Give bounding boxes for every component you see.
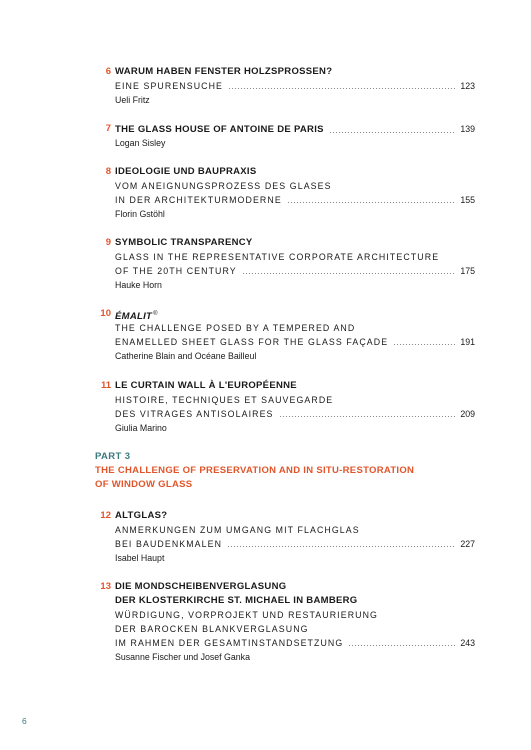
- entry-subtitle: GLASS IN THE REPRESENTATIVE CORPORATE ARCHITECTURE: [115, 252, 440, 262]
- page-number: 243: [460, 638, 475, 648]
- dot-leader: [287, 202, 456, 203]
- toc-entry-13[interactable]: [95, 580, 475, 664]
- entry-number: 13: [100, 581, 111, 592]
- entry-title: WARUM HABEN FENSTER HOLZSPROSSEN?: [115, 66, 333, 77]
- entry-number: 9: [105, 237, 111, 248]
- entry-number: 7: [105, 123, 111, 134]
- dot-leader: [227, 546, 455, 547]
- page-number: 175: [460, 266, 475, 276]
- toc-entry-7[interactable]: [95, 122, 475, 150]
- page-number: 227: [460, 539, 475, 549]
- entry-subtitle: OF THE 20TH CENTURY: [115, 266, 237, 276]
- part-title: OF WINDOW GLASS: [95, 479, 193, 490]
- entry-number: 6: [105, 66, 111, 77]
- entry-subtitle: IN DER ARCHITEKTURMODERNE: [115, 195, 282, 205]
- toc-entry-6[interactable]: [95, 65, 475, 107]
- toc-entry-8[interactable]: [95, 165, 475, 221]
- entry-number: 11: [100, 380, 111, 391]
- entry-author: Hauke Horn: [115, 280, 162, 290]
- entry-title: DIE MONDSCHEIBENVERGLASUNG: [115, 581, 287, 592]
- entry-subtitle: IM RAHMEN DER GESAMTINSTANDSETZUNG: [115, 638, 344, 648]
- dot-leader: [279, 416, 456, 417]
- entry-subtitle: THE CHALLENGE POSED BY A TEMPERED AND: [115, 323, 356, 333]
- page-number: 123: [460, 81, 475, 91]
- entry-title: SYMBOLIC TRANSPARENCY: [115, 237, 253, 248]
- page-number: 155: [460, 195, 475, 205]
- entry-subtitle: WÜRDIGUNG, VORPROJEKT UND RESTAURIERUNG: [115, 610, 378, 620]
- part-heading: [95, 450, 475, 492]
- page-number: 191: [460, 337, 475, 347]
- part-label: PART 3: [95, 451, 131, 462]
- entry-subtitle: VOM ANEIGNUNGSPROZESS DES GLASES: [115, 181, 332, 191]
- toc-entry-11[interactable]: [95, 379, 475, 435]
- entry-number: 10: [100, 308, 111, 319]
- folio-page-number: 6: [22, 716, 27, 726]
- entry-author: Isabel Haupt: [115, 553, 165, 563]
- entry-author: Ueli Fritz: [115, 95, 150, 105]
- entry-subtitle: ENAMELLED SHEET GLASS FOR THE GLASS FAÇADE: [115, 337, 389, 347]
- entry-subtitle: DES VITRAGES ANTISOLAIRES: [115, 409, 274, 419]
- part-title: THE CHALLENGE OF PRESERVATION AND IN SITU-RESTORATION: [95, 465, 415, 476]
- registered-mark: ®: [153, 311, 158, 317]
- entry-author: Logan Sisley: [115, 138, 166, 148]
- toc-entry-10[interactable]: [95, 307, 475, 363]
- entry-title: THE GLASS HOUSE OF ANTOINE DE PARIS: [115, 124, 324, 135]
- toc-entry-12[interactable]: [95, 509, 475, 565]
- entry-author: Florin Gstöhl: [115, 209, 165, 219]
- entry-title-text: ÉMALIT: [115, 311, 153, 323]
- entry-author: Susanne Fischer und Josef Ganka: [115, 652, 250, 662]
- dot-leader: [348, 645, 455, 646]
- entry-author: Catherine Blain and Océane Bailleul: [115, 351, 257, 361]
- dot-leader: [329, 132, 456, 133]
- page-number: 209: [460, 409, 475, 419]
- entry-number: 8: [105, 166, 111, 177]
- entry-subtitle: ANMERKUNGEN ZUM UMGANG MIT FLACHGLAS: [115, 525, 360, 535]
- entry-title: IDEOLOGIE UND BAUPRAXIS: [115, 166, 257, 177]
- dot-leader: [242, 273, 456, 274]
- entry-title-line2: DER KLOSTERKIRCHE ST. MICHAEL IN BAMBERG: [115, 595, 358, 606]
- entry-author: Giulia Marino: [115, 423, 167, 433]
- dot-leader: [393, 344, 455, 345]
- entry-title: LE CURTAIN WALL À L'EUROPÉENNE: [115, 380, 297, 391]
- entry-number: 12: [100, 510, 111, 521]
- page-number: 139: [460, 124, 475, 134]
- dot-leader: [228, 88, 455, 89]
- entry-title: ALTGLAS?: [115, 510, 168, 521]
- toc-entry-9[interactable]: [95, 236, 475, 292]
- entry-subtitle: EINE SPURENSUCHE: [115, 81, 224, 91]
- entry-subtitle: BEI BAUDENKMALEN: [115, 539, 223, 549]
- entry-subtitle: DER BAROCKEN BLANKVERGLASUNG: [115, 624, 309, 634]
- entry-subtitle: HISTOIRE, TECHNIQUES ET SAUVEGARDE: [115, 395, 334, 405]
